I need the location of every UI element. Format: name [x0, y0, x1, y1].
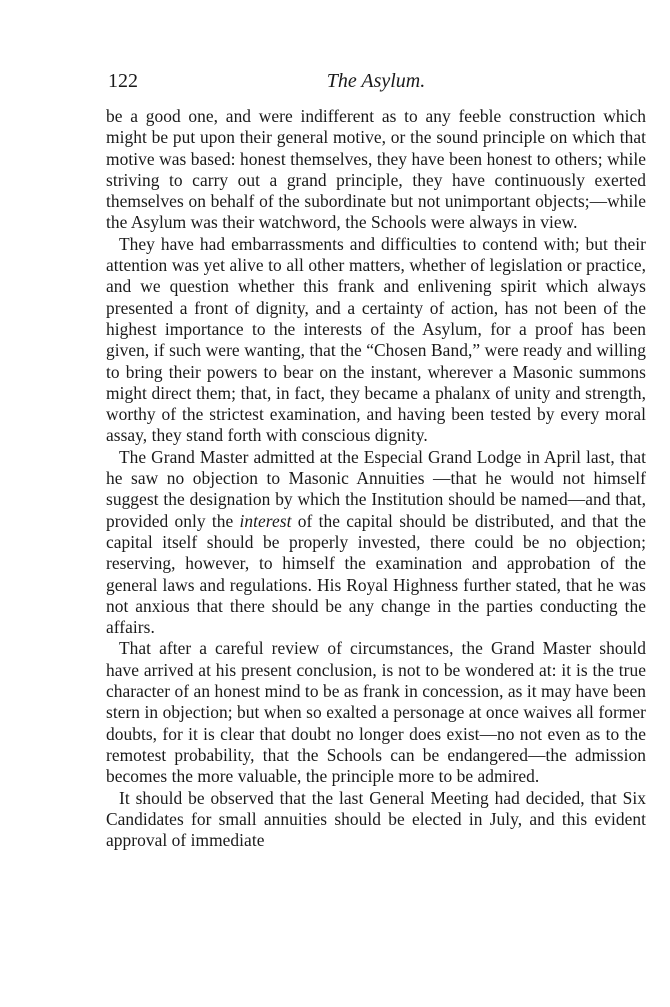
text-segment: It should be observed that the last General Meeting had decided, that Six Candidates for small annuities should be elected in July, and this evident approval of immediate	[106, 787, 646, 851]
running-title: The Asylum.	[326, 70, 426, 92]
book-page	[106, 70, 646, 851]
paragraph	[106, 106, 646, 234]
paragraph	[106, 788, 646, 852]
text-segment: That after a careful review of circumstances, the Grand Master should have arrived at his present conclusion, is not to be wondered at: it is the true character of an honest mind to be as frank in concession, as it may have been stern in objection; but when so exalted a personage at once waives all former doubts, for it is clear that doubt no longer does exist—no not even as to the remotest probability, that the Schools can be endangered—the admission becomes the more valuable, the principle more to be admired.	[106, 638, 646, 787]
paragraph	[106, 638, 646, 787]
page-number: 122	[108, 70, 138, 92]
paragraph	[106, 234, 646, 447]
running-head	[106, 70, 646, 100]
body-text	[106, 106, 646, 851]
text-segment: be a good one, and were indifferent as to any feeble construction which might be put upon their general motive, or the sound principle on which that motive was based: honest themselves, they have been honest to others; while striving to carry out a grand principle, they have continuously exerted themselves on behalf of the subordinate but not unimportant objects;—while the Asylum was their watchword, the Schools were always in view.	[106, 106, 646, 233]
text-segment: They have had embarrassments and difficulties to contend with; but their attention was yet alive to all other matters, whether of legislation or practice, and we question whether this frank and enlivening spirit which always presented a front of dignity, and a certainty of action, has not been of the highest importance to the interests of the Asylum, for a proof has been given, if such were wanting, that the “Chosen Band,” were ready and willing to bring their powers to bear on the instant, wherever a Masonic summons might direct them; that, in fact, they became a phalanx of unity and strength, worthy of the strictest examination, and having been tested by every moral assay, they stand forth with conscious dignity.	[106, 233, 646, 446]
text-segment: The Grand Master admitted at the Especial Grand Lodge in April last, that he saw no objection to Masonic Annuities —that he would not himself suggest the designation by which the Institution should be named—and that, provided only the	[106, 446, 646, 531]
emphasized-word: interest	[239, 510, 292, 531]
paragraph	[106, 447, 646, 639]
text-segment: of the capital should be distributed, and that the capital itself should be properly invested, there could be no objection; reserving, however, to himself the examination and approbation of the general laws and regulations. His Royal Highness further stated, that he was not anxious that there should be any change in the parties conducting the affairs.	[106, 510, 646, 638]
